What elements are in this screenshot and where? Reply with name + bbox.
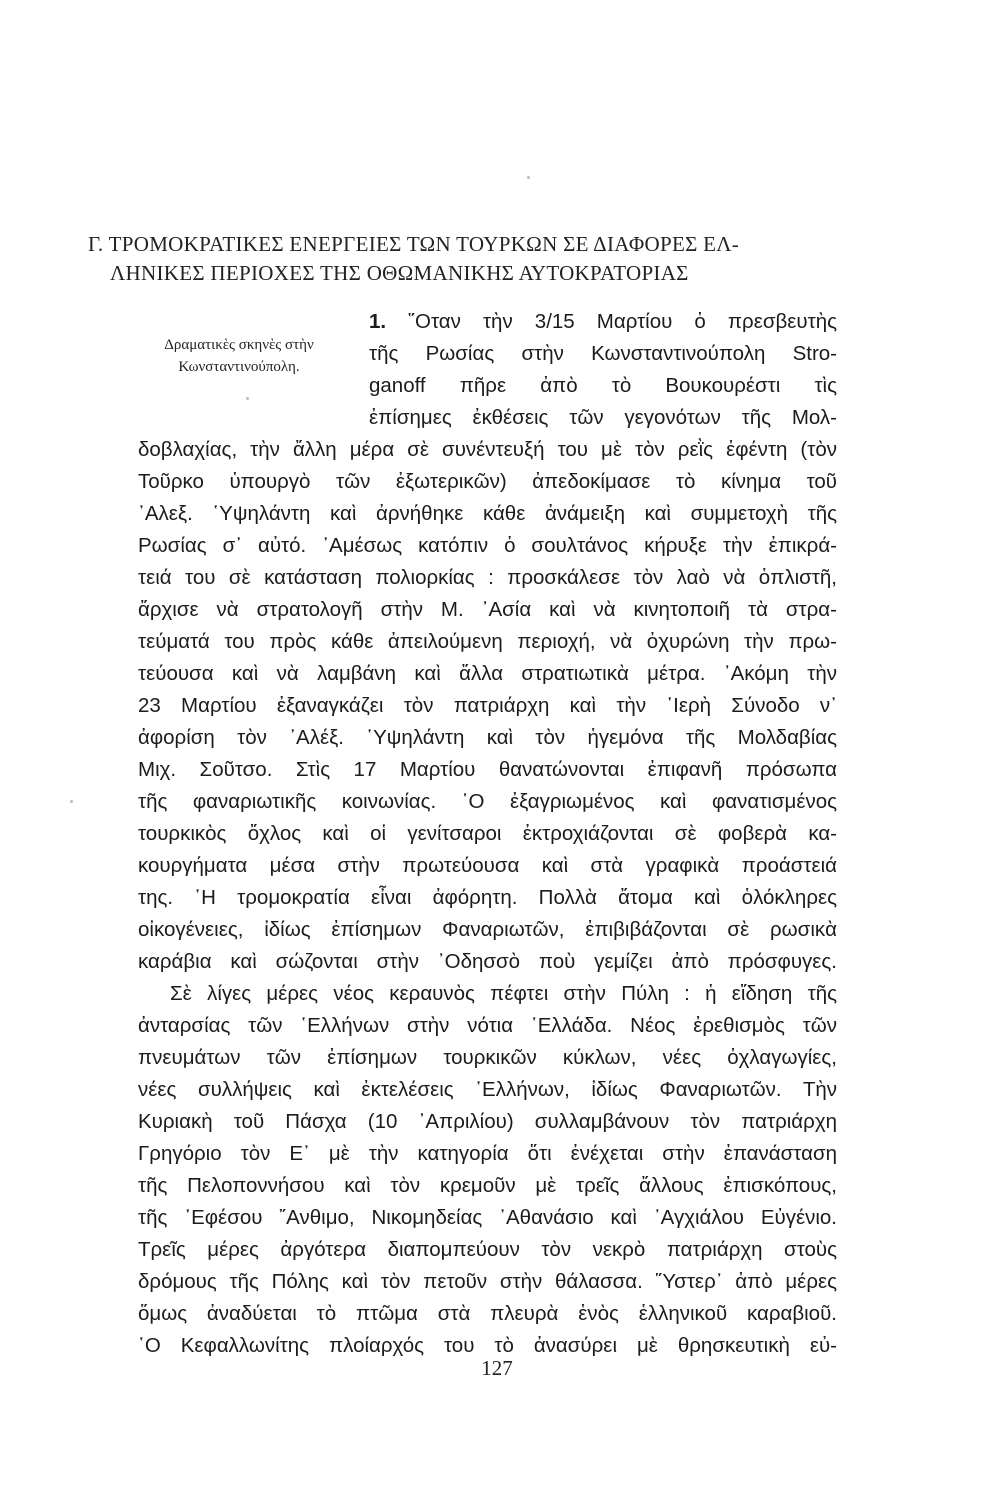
body-line: τῆς Ρωσίας στὴν Κωνσταντινούπολη Stro- bbox=[369, 342, 837, 365]
body-line: τῆς Πελοποννήσου καὶ τὸν κρεμοῦν μὲ τρεῖς ἄλλους ἐπισκόπους, bbox=[138, 1174, 837, 1197]
paragraph-number: 1. bbox=[369, 310, 387, 333]
body-line: ὅμως ἀναδύεται τὸ πτῶμα στὰ πλευρὰ ἑνὸς ἑλληνικοῦ καραβιοῦ. bbox=[138, 1302, 837, 1325]
section-heading-line-2: ΛΗΝΙΚΕΣ ΠΕΡΙΟΧΕΣ ΤΗΣ ΟΘΩΜΑΝΙΚΗΣ ΑΥΤΟΚΡΑΤΟΡΙΑΣ bbox=[110, 261, 689, 285]
margin-note bbox=[120, 334, 358, 378]
section-heading-line-1: Γ. ΤΡΟΜΟΚΡΑΤΙΚΕΣ ΕΝΕΡΓΕΙΕΣ ΤΩΝ ΤΟΥΡΚΩΝ ΣΕ ΔΙΑΦΟΡΕΣ ΕΛ- bbox=[88, 232, 740, 256]
body-line: νέες συλλήψεις καὶ ἐκτελέσεις ῾Ελλήνων, ἰδίως Φαναριωτῶν. Τὴν bbox=[138, 1078, 837, 1101]
body-line: ἐπίσημες ἐκθέσεις τῶν γεγονότων τῆς Μολ- bbox=[369, 406, 837, 429]
body-line: Τρεῖς μέρες ἀργότερα διαπομπεύουν τὸν νεκρὸ πατριάρχη στοὺς bbox=[138, 1238, 837, 1261]
margin-note-line-1: Δραματικὲς σκηνὲς στὴν bbox=[164, 337, 314, 353]
paper-speck bbox=[246, 397, 249, 400]
body-line: τεύουσα καὶ νὰ λαμβάνη καὶ ἄλλα στρατιωτικὰ μέτρα. ᾿Ακόμη τὴν bbox=[138, 662, 837, 685]
body-line: 1. ῞Οταν τὴν 3/15 Μαρτίου ὁ πρεσβευτὴς bbox=[369, 310, 838, 333]
body-line: ἀνταρσίας τῶν ῾Ελλήνων στὴν νότια ῾Ελλάδα. Νέος ἐρεθισμὸς τῶν bbox=[138, 1014, 837, 1037]
body-line: δοβλαχίας, τὴν ἄλλη μέρα σὲ συνέντευξή του μὲ τὸν ρεῒς ἐφέντη (τὸν bbox=[138, 438, 837, 461]
body-line: τειά του σὲ κατάσταση πολιορκίας : προσκάλεσε τὸν λαὸ νὰ ὁπλιστῆ, bbox=[138, 566, 837, 589]
body-line: τεύματά του πρὸς κάθε ἀπειλούμενη περιοχή, νὰ ὀχυρώνη τὴν πρω- bbox=[138, 630, 837, 653]
page-number: 127 bbox=[481, 1356, 513, 1380]
body-line: ᾿Αλεξ. ῾Υψηλάντη καὶ ἀρνήθηκε κάθε ἀνάμειξη καὶ συμμετοχὴ τῆς bbox=[138, 502, 837, 525]
body-line: Σὲ λίγες μέρες νέος κεραυνὸς πέφτει στὴν Πύλη : ἡ εἴδηση τῆς bbox=[170, 982, 837, 1005]
body-line: καράβια καὶ σώζονται στὴν ᾿Οδησσὸ ποὺ γεμίζει ἀπὸ πρόσφυγες. bbox=[138, 950, 837, 973]
body-line: τῆς ᾿Εφέσου ῎Ανθιμο, Νικομηδείας ᾿Αθανάσιο καὶ ᾿Αγχιάλου Εὐγένιο. bbox=[138, 1206, 837, 1229]
body-line: της. ῾Η τρομοκρατία εἶναι ἀφόρητη. Πολλὰ ἄτομα καὶ ὁλόκληρες bbox=[138, 886, 837, 909]
margin-note-line-2: Κωνσταντινούπολη. bbox=[178, 359, 300, 375]
body-line: Κυριακὴ τοῦ Πάσχα (10 ᾿Απριλίου) συλλαμβάνουν τὸν πατριάρχη bbox=[138, 1110, 837, 1133]
body-line: ἄρχισε νὰ στρατολογῆ στὴν Μ. ᾿Ασία καὶ νὰ κινητοποιῆ τὰ στρα- bbox=[138, 598, 837, 621]
body-line: κουργήματα μέσα στὴν πρωτεύουσα καὶ στὰ γραφικὰ προάστειά bbox=[138, 854, 837, 877]
paper-speck bbox=[70, 800, 73, 803]
body-line: Γρηγόριο τὸν Ε᾿ μὲ τὴν κατηγορία ὅτι ἐνέχεται στὴν ἐπανάσταση bbox=[138, 1142, 837, 1165]
body-line: Μιχ. Σοῦτσο. Στὶς 17 Μαρτίου θανατώνονται ἐπιφανῆ πρόσωπα bbox=[138, 758, 837, 781]
section-heading bbox=[88, 230, 848, 288]
body-line: ἀφορίση τὸν ᾿Αλέξ. ῾Υψηλάντη καὶ τὸν ἡγεμόνα τῆς Μολδαβίας bbox=[138, 726, 837, 749]
body-line: ῾Ο Κεφαλλωνίτης πλοίαρχός του τὸ ἀνασύρει μὲ θρησκευτικὴ εὐ- bbox=[138, 1334, 837, 1357]
body-line: τῆς φαναριωτικῆς κοινωνίας. ῾Ο ἐξαγριωμένος καὶ φανατισμένος bbox=[138, 790, 837, 813]
paper-speck bbox=[527, 176, 530, 179]
body-line: Τοῦρκο ὑπουργὸ τῶν ἐξωτερικῶν) ἀπεδοκίμασε τὸ κίνημα τοῦ bbox=[138, 470, 837, 493]
body-line: ganoff πῆρε ἀπὸ τὸ Βουκουρέστι τὶς bbox=[369, 374, 837, 397]
body-line: οἰκογένειες, ἰδίως ἐπίσημων Φαναριωτῶν, ἐπιβιβάζονται σὲ ρωσικὰ bbox=[138, 918, 837, 941]
body-line: Ρωσίας σ᾿ αὐτό. ᾿Αμέσως κατόπιν ὁ σουλτάνος κήρυξε τὴν ἐπικρά- bbox=[138, 534, 837, 557]
body-line: δρόμους τῆς Πόλης καὶ τὸν πετοῦν στὴν θάλασσα. ῞Υστερ᾿ ἀπὸ μέρες bbox=[138, 1270, 837, 1293]
body-line: πνευμάτων τῶν ἐπίσημων τουρκικῶν κύκλων, νέες ὀχλαγωγίες, bbox=[138, 1046, 837, 1069]
body-line: τουρκικὸς ὄχλος καὶ οἱ γενίτσαροι ἐκτροχιάζονται σὲ φοβερὰ κα- bbox=[138, 822, 837, 845]
body-line: 23 Μαρτίου ἐξαναγκάζει τὸν πατριάρχη καὶ τὴν ῾Ιερὴ Σύνοδο ν᾿ bbox=[138, 694, 837, 717]
